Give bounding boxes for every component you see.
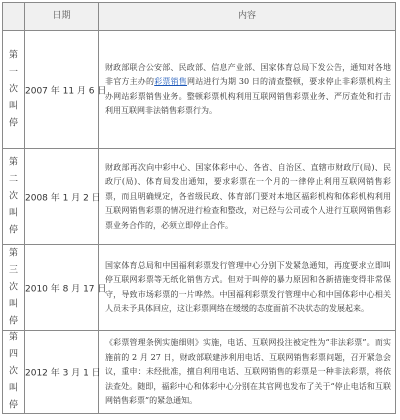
row-content-cell: [99, 245, 395, 330]
row-label: 第四次叫停: [8, 332, 18, 411]
row-content: 财政部再次向中彩中心、国家体彩中心、各省、自治区、直辖市财政厅(局)、民政厅(局)、体育局发出通知，要求彩票在一个月的一律停止利用互联网销售彩票，而且明确规定，各省级民政、体育部门要对本地区福彩机构和体彩机构利用互联网销售彩票的情况进行检查和整改，对已经与公司或个人进行互联网销售彩票业务合作的，必须立即停止合作。: [105, 162, 391, 230]
header-date: 日期: [25, 3, 99, 30]
table-row: [3, 31, 395, 149]
table-row: [3, 149, 395, 245]
row-date: 2007 年 11 月 6 日: [25, 86, 107, 96]
table-row: [3, 331, 395, 413]
row-date-cell: [25, 331, 99, 413]
content-text: 网站进行为期 30 日的清查整顿，要求停止非彩票机构主办网站彩票销售业务。整顿彩票机构利用互联网销售彩票业务、严厉查处和打击利用互联网非法销售彩票行为。: [105, 77, 392, 115]
row-label: 第三次叫停: [8, 248, 18, 326]
row-date: 2008 年 1 月 2 日: [25, 193, 101, 203]
header-index-cell: [3, 3, 25, 30]
table-header: [3, 3, 395, 31]
header-content: 内容: [237, 11, 256, 21]
row-label: 第二次叫停: [8, 157, 18, 235]
row-content: [105, 61, 391, 119]
lottery-ban-table: [2, 2, 396, 414]
row-date-cell: [25, 31, 107, 148]
row-label-cell: [3, 245, 25, 330]
row-date-cell: [25, 245, 107, 330]
row-label-cell: [3, 331, 25, 413]
row-date: 2010 年 8 月 17 日: [25, 284, 107, 294]
row-label: 第一次叫停: [8, 50, 18, 128]
row-content: 《彩票管理条例实施细则》实施，电话、互联网投注被定性为“非法彩票”。而实施前的 2 月 27 日，财政部联建涉利用电话、互联网销售彩票问题，召开紧急会议，重申：未经批准，擅自利用电话、互联网销售的彩票是一种非法彩票，将依法查处。随即，福彩中心和体彩中心分别在其官网也发布了关于“停止电话和互联网销售彩票”的紧急通知。: [105, 337, 391, 405]
row-content: 国家体育总局和中国福利彩票发行管理中心分别下发紧急通知，再度要求立即叫停互联网彩票等无纸化销售方式。但对于叫停的暴力原因和各新措施变得非常保守，导致市场彩票的一片哗然。中国福利彩票发行管理中心和中国体彩中心相关人员未予具体回应，这让彩票网络在缓缓的态度面前不决状态的发展起来。: [105, 260, 391, 313]
row-date-cell: [25, 149, 99, 244]
row-label-cell: [3, 149, 25, 244]
row-content-cell: [99, 149, 395, 244]
lottery-sales-link[interactable]: 彩票销售: [154, 77, 187, 86]
row-content-cell: [99, 331, 395, 413]
table-row: [3, 245, 395, 331]
row-date: 2012 年 3 月 1 日: [25, 368, 101, 379]
content-text: 财政部联合公安部、民政部、信息产业部、国家体育总局下发公告，通知对各地非官方主办的: [105, 62, 391, 86]
row-content-cell: [99, 31, 395, 148]
row-label-cell: [3, 31, 25, 148]
